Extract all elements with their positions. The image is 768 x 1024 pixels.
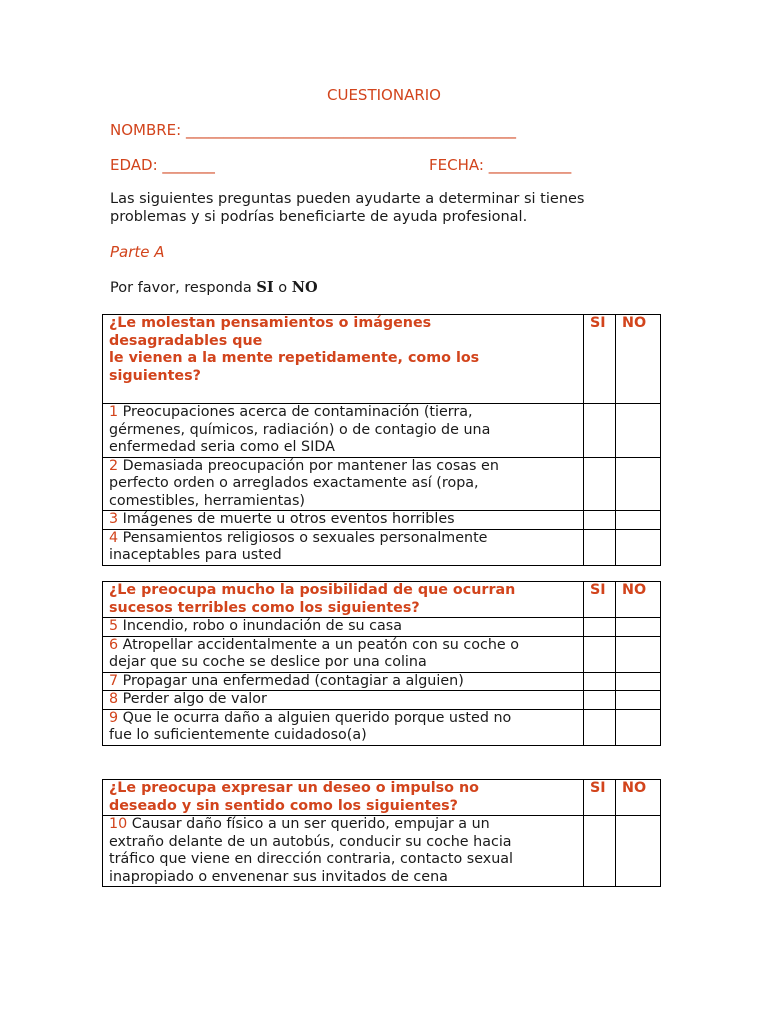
edad-label: EDAD: xyxy=(110,156,158,174)
item-text xyxy=(103,672,584,691)
item-text xyxy=(103,709,584,745)
instructions-or: o xyxy=(273,280,292,296)
item-line: 8 Perder algo de valor xyxy=(109,691,267,707)
question-line: desagradables que xyxy=(109,332,263,349)
question-line: ¿Le molestan pensamientos o imágenes xyxy=(109,315,432,331)
si-column-header: SI xyxy=(584,315,616,404)
item-line: inaceptables para usted xyxy=(109,547,282,563)
no-answer-cell[interactable] xyxy=(616,529,661,565)
item-line: extraño delante de un autobús, conducir su coche hacia xyxy=(109,833,512,850)
no-answer-cell[interactable] xyxy=(616,511,661,530)
item-line: dejar que su coche se deslice por una colina xyxy=(109,654,427,670)
item-number: 10 xyxy=(109,816,128,832)
item-line: fue lo suficientemente cuidadoso(a) xyxy=(109,727,367,743)
si-answer-cell[interactable] xyxy=(584,709,616,745)
no-answer-cell[interactable] xyxy=(616,691,661,710)
item-number: 1 xyxy=(109,404,119,420)
item-number: 8 xyxy=(109,691,119,707)
si-answer-cell[interactable] xyxy=(584,672,616,691)
no-answer-cell[interactable] xyxy=(616,672,661,691)
item-line: 4 Pensamientos religiosos o sexuales personalmente xyxy=(109,529,488,546)
table-row xyxy=(103,511,661,530)
question-line: siguientes? xyxy=(109,367,201,384)
table-row xyxy=(103,672,661,691)
item-text xyxy=(103,457,584,511)
si-column-header: SI xyxy=(584,582,616,618)
question-table xyxy=(102,314,661,566)
table-row xyxy=(103,618,661,637)
instructions xyxy=(110,279,318,296)
intro-line: problemas y si podrías beneficiarte de ayuda profesional. xyxy=(110,209,528,225)
no-answer-cell[interactable] xyxy=(616,636,661,672)
si-answer-cell[interactable] xyxy=(584,691,616,710)
item-number: 9 xyxy=(109,709,119,726)
item-line: perfecto orden o arreglados exactamente así (ropa, xyxy=(109,475,479,491)
item-line: 1 Preocupaciones acerca de contaminación (tierra, xyxy=(109,404,473,420)
table-row xyxy=(103,404,661,458)
no-answer-cell[interactable] xyxy=(616,709,661,745)
item-line: 5 Incendio, robo o inundación de su casa xyxy=(109,618,402,634)
table-row xyxy=(103,709,661,745)
item-text xyxy=(103,511,584,530)
si-answer-cell[interactable] xyxy=(584,529,616,565)
question-text xyxy=(103,780,584,816)
item-line: 6 Atropellar accidentalmente a un peatón con su coche o xyxy=(109,636,520,653)
table-row xyxy=(103,636,661,672)
fecha-field[interactable] xyxy=(429,156,571,174)
si-answer-cell[interactable] xyxy=(584,816,616,887)
table-row xyxy=(103,529,661,565)
item-line: tráfico que viene en dirección contraria, contacto sexual xyxy=(109,851,514,867)
table-row xyxy=(103,691,661,710)
nombre-field[interactable] xyxy=(110,121,516,139)
no-answer-cell[interactable] xyxy=(616,457,661,511)
si-answer-cell[interactable] xyxy=(584,457,616,511)
item-number: 3 xyxy=(109,511,119,527)
instructions-no: NO xyxy=(291,279,318,296)
no-answer-cell[interactable] xyxy=(616,816,661,887)
si-answer-cell[interactable] xyxy=(584,404,616,458)
item-line: 9 Que le ocurra daño a alguien querido porque usted no xyxy=(109,709,512,726)
question-line: ¿Le preocupa mucho la posibilidad de que ocurran xyxy=(109,582,516,598)
item-line: gérmenes, químicos, radiación) o de contagio de una xyxy=(109,421,491,438)
intro-paragraph xyxy=(110,190,585,226)
instructions-si: SI xyxy=(256,279,274,296)
item-line: 2 Demasiada preocupación por mantener las cosas en xyxy=(109,457,499,474)
nombre-line: ____________________________________________ xyxy=(186,121,516,139)
item-text xyxy=(103,636,584,672)
item-text xyxy=(103,691,584,710)
si-column-header: SI xyxy=(584,780,616,816)
nombre-label: NOMBRE: xyxy=(110,121,182,139)
item-line: comestibles, herramientas) xyxy=(109,492,306,509)
question-header-row xyxy=(103,780,661,816)
item-line: 3 Imágenes de muerte u otros eventos horribles xyxy=(109,511,455,527)
no-column-header: NO xyxy=(616,582,661,618)
fecha-line: ___________ xyxy=(488,156,572,174)
si-answer-cell[interactable] xyxy=(584,618,616,637)
question-table xyxy=(102,779,661,887)
table-row xyxy=(103,457,661,511)
question-header-row xyxy=(103,582,661,618)
no-answer-cell[interactable] xyxy=(616,404,661,458)
item-line: 7 Propagar una enfermedad (contagiar a alguien) xyxy=(109,672,464,689)
question-line: ¿Le preocupa expresar un deseo o impulso no xyxy=(109,780,479,796)
si-answer-cell[interactable] xyxy=(584,636,616,672)
item-number: 6 xyxy=(109,636,119,653)
question-line: le vienen a la mente repetidamente, como los xyxy=(109,350,480,366)
section-title: Parte A xyxy=(110,243,165,261)
item-line: inapropiado o envenenar sus invitados de cena xyxy=(109,868,448,885)
intro-line: Las siguientes preguntas pueden ayudarte a determinar si tienes xyxy=(110,191,585,207)
edad-line: _______ xyxy=(162,156,215,174)
item-text xyxy=(103,618,584,637)
question-table xyxy=(102,581,661,746)
table-row xyxy=(103,816,661,887)
item-line: 10 Causar daño físico a un ser querido, empujar a un xyxy=(109,816,490,832)
no-column-header: NO xyxy=(616,315,661,404)
question-text xyxy=(103,315,584,404)
no-column-header: NO xyxy=(616,780,661,816)
item-number: 5 xyxy=(109,618,119,634)
item-number: 7 xyxy=(109,672,119,689)
question-text xyxy=(103,582,584,618)
question-line: sucesos terribles como los siguientes? xyxy=(109,599,420,616)
page-title: CUESTIONARIO xyxy=(327,86,441,104)
no-answer-cell[interactable] xyxy=(616,618,661,637)
item-line: enfermedad seria como el SIDA xyxy=(109,439,335,455)
item-number: 4 xyxy=(109,529,119,546)
question-line: deseado y sin sentido como los siguientes? xyxy=(109,797,458,814)
item-text xyxy=(103,404,584,458)
edad-field[interactable] xyxy=(110,156,215,174)
item-text xyxy=(103,816,584,887)
question-header-row xyxy=(103,315,661,404)
fecha-label: FECHA: xyxy=(429,156,484,174)
instructions-prefix: Por favor, responda xyxy=(110,280,257,296)
item-text xyxy=(103,529,584,565)
item-number: 2 xyxy=(109,457,119,474)
si-answer-cell[interactable] xyxy=(584,511,616,530)
